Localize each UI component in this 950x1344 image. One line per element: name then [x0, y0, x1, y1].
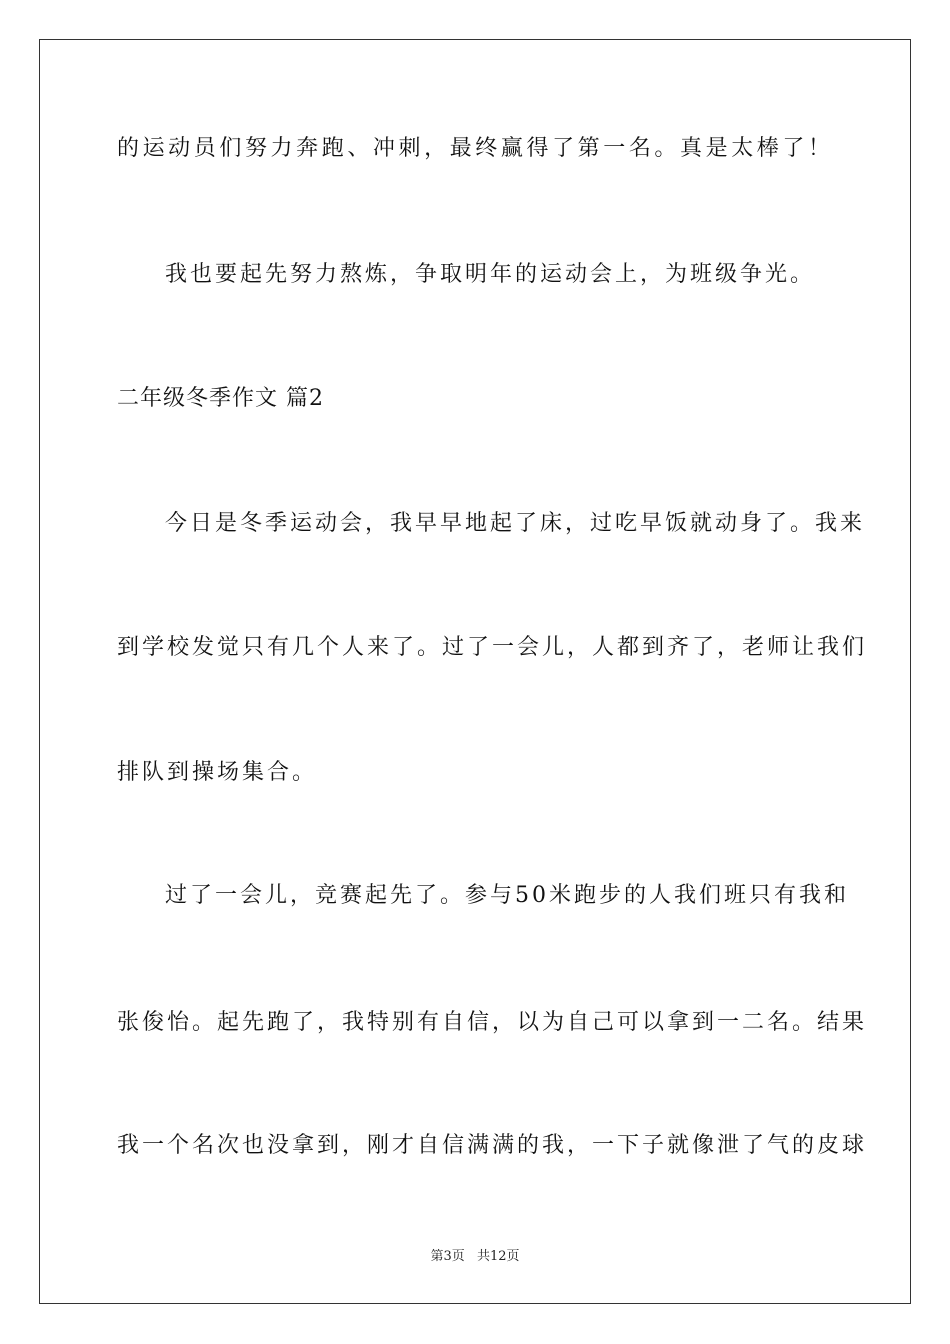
paragraph-line: 的运动员们努力奔跑、冲刺，最终赢得了第一名。真是太棒了！ — [117, 136, 833, 161]
page-total: 共12页 — [476, 1249, 520, 1264]
page-border — [39, 39, 911, 1304]
page-footer — [0, 1248, 950, 1266]
paragraph-line: 张俊怡。起先跑了，我特别有自信，以为自己可以拿到一二名。结果 — [117, 1010, 868, 1035]
paragraph-line: 过了一会儿，竞赛起先了。参与50米跑步的人我们班只有我和 — [165, 883, 849, 908]
section-heading: 二年级冬季作文 篇2 — [117, 386, 324, 411]
paragraph-line: 我也要起先努力熬炼，争取明年的运动会上，为班级争光。 — [165, 262, 816, 287]
page-number: 第3页 — [430, 1249, 465, 1264]
paragraph-line: 今日是冬季运动会，我早早地起了床，过吃早饭就动身了。我来 — [165, 511, 866, 536]
paragraph-line: 排队到操场集合。 — [117, 760, 318, 785]
paragraph-line: 到学校发觉只有几个人来了。过了一会儿，人都到齐了，老师让我们 — [117, 635, 868, 660]
paragraph-line: 我一个名次也没拿到，刚才自信满满的我，一下子就像泄了气的皮球 — [117, 1133, 868, 1158]
